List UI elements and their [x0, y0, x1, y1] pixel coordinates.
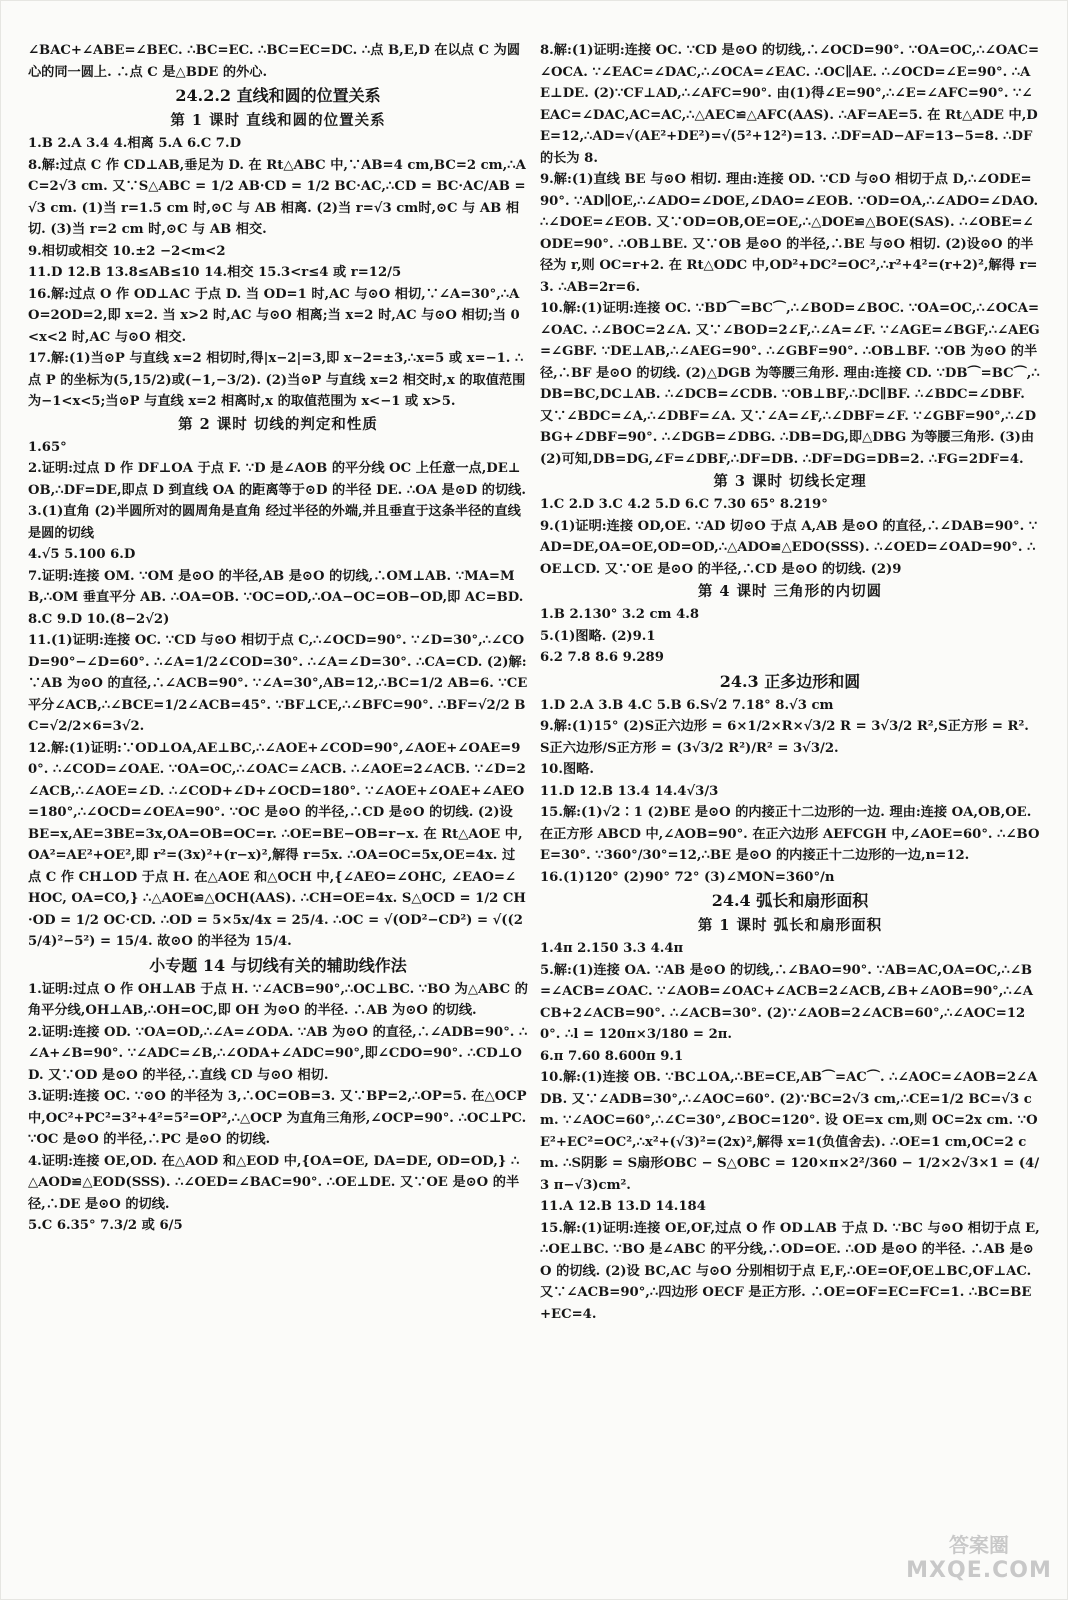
answer-block: 2.证明:连接 OD. ∵OA=OD,∴∠A=∠ODA. ∵AB 为⊙O 的直径,∴∠ADB=90°. ∴∠A+∠B=90°. ∵∠ADC=∠B,∴∠ODA+∠ADC=90°,即∠CDO=90°. ∴CD⊥OD. 又∵OD 是⊙O 的半径,∴直线 CD 与⊙O 相切. [28, 1024, 528, 1083]
answer-block: 1.D 2.A 3.B 4.C 5.B 6.S√2 7.18° 8.√3 cm [540, 697, 834, 713]
answer-block: 7.证明:连接 OM. ∵OM 是⊙O 的半径,AB 是⊙O 的切线,∴OM⊥AB. ∵MA=MB,∴OM 垂直平分 AB. ∴OA=OB. ∵OC=OD,∴OA−OC=OB−OD,即 AC=BD. [28, 568, 524, 605]
answer-block: 11.A 12.B 13.D 14.184 [540, 1199, 706, 1214]
answer-block: 11.D 12.B 13.4 14.4√3/3 [540, 783, 719, 799]
right-column [540, 40, 1040, 1325]
answer-block: 10.解:(1)证明:连接 OC. ∵BD⌒=BC⌒,∴∠BOD=∠BOC. ∵OA=OC,∴∠OCA=∠OAC. ∴∠BOC=2∠A. 又∵∠BOD=2∠F,∴∠A=∠F. ∵∠AGE=∠BGF,∴∠AEG=∠GBF. ∵DE⊥AB,∴∠AEG=90°. ∴∠GBF=90°. ∴OB⊥BF. ∵OB 为⊙O 的半径,∴BF 是⊙O 的切线. (2)△DGB 为等腰三角形. 理由:连接 CD. ∵DB⌒=BC⌒,∴DB=BC,DC⊥AB. ∴∠DCB=∠CDB. ∵OB⊥BF,∴DC∥BF. ∴∠BDC=∠DBF. 又∵∠BDC=∠A,∴∠DBF=∠A. 又∵∠A=∠F,∴∠DBF=∠F. ∵∠GBF=90°,∴∠DBG+∠DBF=90°. ∴∠DGB=∠DBG. ∴DB=DG,即△DBG 为等腰三角形. (3)由(2)可知,DB=DG,∠F=∠DBF,∴DF=DB. ∴DF=DG=DB=2. ∴FG=2DF=4. [540, 301, 1040, 467]
lesson-heading: 第 3 课时 切线长定理 [713, 473, 867, 490]
answer-block: 15.解:(1)证明:连接 OE,OF,过点 O 作 OD⊥AB 于点 D. ∵BC 与⊙O 相切于点 E,∴OE⊥BC. ∵BO 是∠ABC 的平分线,∴OD=OE. ∴OD 是⊙O 的半径. ∴AB 是⊙O 的切线. (2)设 BC,AC 与⊙O 分别相切于点 E,F,∴OE=OF,OE⊥BC,OF⊥AC. 又∵∠ACB=90°,∴四边形 OECF 是正方形. ∴OE=OF=EC=FC=1. ∴BC=BE+EC=4. [540, 1220, 1040, 1322]
answer-block: 8.解:(1)证明:连接 OC. ∵CD 是⊙O 的切线,∴∠OCD=90°. ∵OA=OC,∴∠OAC=∠OCA. ∵∠EAC=∠DAC,∴∠OCA=∠EAC. ∴OC∥AE. ∴∠OCD=∠E=90°. ∴AE⊥DE. (2)∵CF⊥AD,∴∠AFC=90°. 由(1)得∠E=90°,∴∠E=∠AFC=90°. ∵∠EAC=∠DAC,AC=AC,∴△AEC≌△AFC(AAS). ∴AF=AE=5. 在 Rt△ADE 中,DE=12,∴AD=√(AE²+DE²)=√(5²+12²)=13. ∴DF=AD−AF=13−5=8. ∴DF 的长为 8. [540, 43, 1040, 166]
answer-block: 10.图略. [540, 762, 594, 777]
answer-block: 9.(1)证明:连接 OD,OE. ∵AD 切⊙O 于点 A,AB 是⊙O 的直径,∴∠DAB=90°. ∵AD=DE,OA=OE,OD=OD,∴△ADO≌△EDO(SSS). ∴∠OED=∠OAD=90°. ∴OE⊥CD. 又∵OE 是⊙O 的半径,∴CD 是⊙O 的切线. (2)9 [540, 518, 1038, 577]
lesson-heading: 第 1 课时 弧长和扇形面积 [697, 917, 883, 934]
answer-block: 6.π 7.60 8.600π 9.1 [540, 1048, 684, 1064]
section-heading: 小专题 14 与切线有关的辅助线作法 [149, 955, 407, 975]
answer-block: 1.4π 2.150 3.3 4.4π [540, 941, 684, 956]
answer-block: 9.相切或相交 10.±2 −2<m<2 [28, 243, 226, 259]
answer-block: 1.B 2.A 3.4 4.相离 5.A 6.C 7.D [28, 136, 242, 151]
answer-block: 5.解:(1)连接 OA. ∵AB 是⊙O 的切线,∴∠BAO=90°. ∵AB=AC,OA=OC,∴∠B=∠ACB=∠OAC. ∵∠AOB=∠OAC+∠ACB=2∠ACB,∠B+∠AOB=90°,∴∠ACB+2∠ACB=90°. ∴∠ACB=30°. (2)∵∠AOB=2∠ACB=60°,∴∠AOC=120°. ∴l = 120π×3/180 = 2π. [540, 962, 1033, 1042]
lesson-heading: 第 4 课时 三角形的内切圆 [697, 583, 883, 600]
answer-block: 4.证明:连接 OE,OD. 在△AOD 和△EOD 中,{OA=OE, DA=DE, OD=OD,} ∴△AOD≌△EOD(SSS). ∴∠OED=∠BAC=90°. ∴OE⊥DE. 又∵OE 是⊙O 的半径,∴DE 是⊙O 的切线. [28, 1153, 520, 1212]
answer-block: 12.解:(1)证明:∵OD⊥OA,AE⊥BC,∴∠AOE+∠COD=90°,∠AOE+∠OAE=90°. ∴∠COD=∠OAE. ∵OA=OC,∴∠OAC=∠ACB. ∴∠AOE=2∠ACB. ∵∠D=2∠ACB,∴∠AOE=∠D. ∴∠COD+∠D+∠OCD=180°. ∵∠AOE+∠OAE+∠AEO=180°,∴∠OCD=∠OEA=90°. ∵OC 是⊙O 的半径,∴CD 是⊙O 的切线. (2)设 BE=x,AE=3BE=3x,OA=OB=OC=r. ∴OE=BE−OB=r−x. 在 Rt△AOE 中,OA²=AE²+OE²,即 r²=(3x)²+(r−x)²,解得 r=5x. ∴OA=OC=5x,OE=4x. 过点 C 作 CH⊥OD 于点 H. 在△AOE 和△OCH 中,{∠AEO=∠OHC, ∠EAO=∠HOC, OA=CO,} ∴△AOE≌△OCH(AAS). ∴CH=OE=4x. S△OCD = 1/2 CH·OD = 1/2 OC·CD. ∴OD = 5×5x/4x = 25/4. ∴OC = √(OD²−CD²) = √((25/4)²−5²) = 15/4. 故⊙O 的半径为 15/4. [28, 740, 526, 949]
answer-block: 17.解:(1)当⊙P 与直线 x=2 相切时,得|x−2|=3,即 x−2=±3,∴x=5 或 x=−1. ∴点 P 的坐标为(5,15/2)或(−1,−3/2). (2)当⊙P 与直线 x=2 相交时,x 的取值范围为−1<x<5;当⊙P 与直线 x=2 相离时,x 的取值范围为 x<−1 或 x>5. [28, 351, 526, 409]
answer-block: 1.证明:过点 O 作 OH⊥AB 于点 H. ∵∠ACB=90°,∴OC⊥BC. ∵BO 为△ABC 的角平分线,OH⊥AB,∴OH=OC,即 OH 为⊙O 的半径. ∴AB 为⊙O 的切线. [28, 981, 528, 1018]
answer-block: 6.2 7.8 8.6 9.289 [540, 650, 664, 665]
answer-block: 1.65° [28, 439, 67, 455]
answer-block: 5.C 6.35° 7.3/2 或 6/5 [28, 1218, 183, 1233]
answer-block: 9.解:(1)直线 BE 与⊙O 相切. 理由:连接 OD. ∵CD 与⊙O 相切于点 D,∴∠ODE=90°. ∵AD∥OE,∴∠ADO=∠DOE,∠DAO=∠EOB. ∵OD=OA,∴∠ADO=∠DAO. ∴∠DOE=∠EOB. 又∵OD=OB,OE=OE,∴△DOE≌△BOE(SAS). ∴∠OBE=∠ODE=90°. ∴OB⊥BE. 又∵OB 是⊙O 的半径,∴BE 与⊙O 相切. (2)设⊙O 的半径为 r,则 OC=r+2. 在 Rt△ODC 中,OD²+DC²=OC²,∴r²+4²=(r+2)²,解得 r=3. ∴AB=2r=6. [540, 172, 1039, 295]
answer-block: 11.(1)证明:连接 OC. ∵CD 与⊙O 相切于点 C,∴∠OCD=90°. ∵∠D=30°,∴∠COD=90°−∠D=60°. ∴∠A=1/2∠COD=30°. ∴∠A=∠D=30°. ∴CA=CD. (2)解:∵AB 为⊙O 的直径,∴∠ACB=90°. ∵∠A=30°,AB=12,∴BC=1/2 AB=6. ∵CE 平分∠ACB,∴∠BCE=1/2∠ACB=45°. ∵BF⊥CE,∴∠BFC=90°. ∴BF=√2/2 BC=√2/2×6=3√2. [28, 633, 528, 734]
answer-block: 2.证明:过点 D 作 DF⊥OA 于点 F. ∵D 是∠AOB 的平分线 OC 上任意一点,DE⊥OB,∴DF=DE,即点 D 到直线 OA 的距离等于⊙D 的半径 DE. ∴OA 是⊙D 的切线. [28, 461, 526, 498]
watermark-line2: MXQE.COM [906, 1558, 1052, 1583]
answer-block: 8.解:过点 C 作 CD⊥AB,垂足为 D. 在 Rt△ABC 中,∵AB=4 cm,BC=2 cm,∴AC=2√3 cm. 又∵S△ABC = 1/2 AB·CD = 1/2 BC·AC,∴CD = BC·AC/AB = √3 cm. (1)当 r=1.5 cm 时,⊙C 与 AB 相离. (2)当 r=√3 cm时,⊙C 与 AB 相切. (3)当 r=2 cm 时,⊙C 与 AB 相交. [28, 157, 526, 237]
answer-block: 8.C 9.D 10.(8−2√2) [28, 611, 170, 627]
answer-block: 16.(1)120° (2)90° 72° (3)∠MON=360°/n [540, 869, 835, 885]
answer-block: 9.解:(1)15° (2)S正六边形 = 6×1/2×R×√3/2 R = 3√3/2 R²,S正方形 = R². S正六边形/S正方形 = (3√3/2 R²)/R² = 3√3/2. [540, 719, 1029, 756]
left-column [28, 40, 528, 1237]
watermark-logo [904, 1532, 1054, 1592]
lesson-heading: 第 2 课时 切线的判定和性质 [178, 415, 378, 433]
answer-block: 16.解:过点 O 作 OD⊥AC 于点 D. 当 OD=1 时,AC 与⊙O 相切,∵∠A=30°,∴AO=2OD=2,即 x=2. 当 x>2 时,AC 与⊙O 相离;当 x=2 时,AC 与⊙O 相切;当 0<x<2 时,AC 与⊙O 相交. [28, 286, 520, 345]
answer-block: 4.√5 5.100 6.D [28, 547, 136, 562]
answer-block: 3.(1)直角 (2)半圆所对的圆周角是直角 经过半径的外端,并且垂直于这条半径的直线是圆的切线 [28, 504, 521, 541]
watermark-line1: 答案圈 [949, 1533, 1009, 1557]
section-heading: 24.2.2 直线和圆的位置关系 [175, 86, 381, 105]
lesson-heading: 第 1 课时 直线和圆的位置关系 [170, 112, 386, 129]
answer-block: 10.解:(1)连接 OB. ∵BC⊥OA,∴BE=CE,AB⌒=AC⌒. ∴∠AOC=∠AOB=2∠ADB. 又∵∠ADB=30°,∴∠AOC=60°. (2)∵BC=2√3 cm,∴CE=1/2 BC=√3 cm. ∵∠AOC=60°,∴∠C=30°,∠BOC=120°. 设 OE=x cm,则 OC=2x cm. ∵OE²+EC²=OC²,∴x²+(√3)²=(2x)²,解得 x=1(负值舍去). ∴OE=1 cm,OC=2 cm. ∴S阴影 = S扇形OBC − S△OBC = 120×π×2²/360 − 1/2×2√3×1 = (4/3 π−√3)cm². [540, 1070, 1040, 1193]
answer-block: 3.证明:连接 OC. ∵⊙O 的半径为 3,∴OC=OB=3. 又∵BP=2,∴OP=5. 在△OCP 中,OC²+PC²=3²+4²=5²=OP²,∴△OCP 为直角三角形,∠OCP=90°. ∴OC⊥PC. ∵OC 是⊙O 的半径,∴PC 是⊙O 的切线. [28, 1089, 527, 1147]
answer-block: 11.D 12.B 13.8≤AB≤10 14.相交 15.3<r≤4 或 r=12/5 [28, 265, 402, 280]
section-heading: 24.4 弧长和扇形面积 [711, 891, 869, 910]
answer-block: ∠BAC+∠ABE=∠BEC. ∴BC=EC. ∴BC=EC=DC. ∴点 B,E,D 在以点 C 为圆心的同一圆上. ∴点 C 是△BDE 的外心. [28, 43, 521, 80]
answer-block: 1.B 2.130° 3.2 cm 4.8 [540, 607, 700, 622]
answer-block: 5.(1)图略. (2)9.1 [540, 628, 656, 644]
answer-block: 1.C 2.D 3.C 4.2 5.D 6.C 7.30 65° 8.219° [540, 497, 828, 512]
section-heading: 24.3 正多边形和圆 [719, 671, 861, 691]
answer-block: 15.解:(1)√2∶1 (2)BE 是⊙O 的内接正十二边形的一边. 理由:连接 OA,OB,OE. 在正方形 ABCD 中,∠AOB=90°. 在正六边形 AEFCGH 中,∠AOE=60°. ∴∠BOE=30°. ∵360°/30°=12,∴BE 是⊙O 的内接正十二边形的一边,n=12. [540, 805, 1040, 863]
